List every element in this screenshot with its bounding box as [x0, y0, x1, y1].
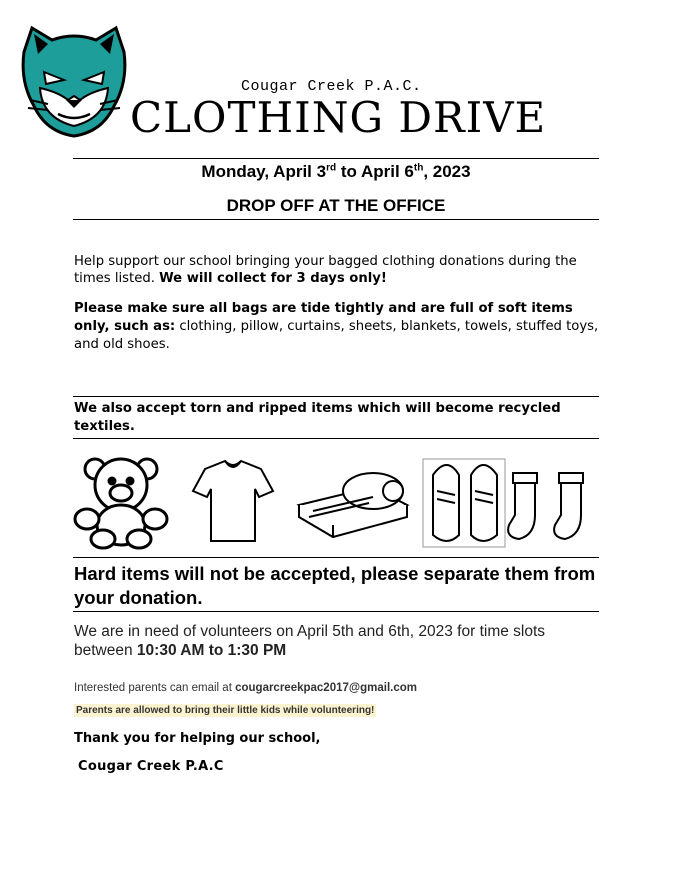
- recycled-note: We also accept torn and ripped items which will become recycled textiles.: [74, 401, 561, 434]
- thank-you-line: Thank you for helping our school,: [74, 731, 321, 746]
- hard-items-notice: Hard items will not be accepted, please separate them from your donation.: [74, 563, 596, 608]
- divider: [73, 219, 599, 220]
- divider: [73, 396, 599, 397]
- dropoff-heading: DROP OFF AT THE OFFICE: [226, 196, 446, 215]
- signature: Cougar Creek P.A.C: [78, 759, 224, 774]
- shoes-icon: [423, 459, 505, 547]
- contact-line: Interested parents can email at cougarcreekpac2017@gmail.com: [74, 682, 417, 694]
- volunteer-paragraph: We are in need of volunteers on April 5th and 6th, 2023 for time slots between 10:30 AM to 1:30 PM: [74, 623, 546, 659]
- teddy-bear-icon: [75, 459, 167, 548]
- towels-icon: [299, 473, 407, 537]
- cougar-logo: [18, 22, 130, 140]
- donation-items-illustration: [73, 455, 599, 550]
- divider: [73, 438, 599, 439]
- divider: [73, 158, 599, 159]
- drive-dates: Monday, April 3rd to April 6th, 2023: [201, 162, 471, 181]
- bags-paragraph: Please make sure all bags are tide tightly and are full of soft items only, such as: clothing, pillow, curtains, sheets, blankets, towels, stuffed toys, and old shoes.: [74, 301, 599, 352]
- org-name: Cougar Creek P.A.C.: [241, 78, 422, 95]
- email-link[interactable]: cougarcreekpac2017@gmail.com: [235, 682, 417, 694]
- page-title: CLOTHING DRIVE: [130, 93, 547, 142]
- intro-paragraph: Help support our school bringing your bagged clothing donations during the times listed. We will collect for 3 days only!: [74, 254, 577, 286]
- divider: [73, 611, 599, 612]
- divider: [73, 557, 599, 558]
- kids-note: Parents are allowed to bring their little kids while volunteering!: [76, 705, 375, 716]
- t-shirt-icon: [193, 461, 273, 541]
- socks-icon: [508, 473, 583, 539]
